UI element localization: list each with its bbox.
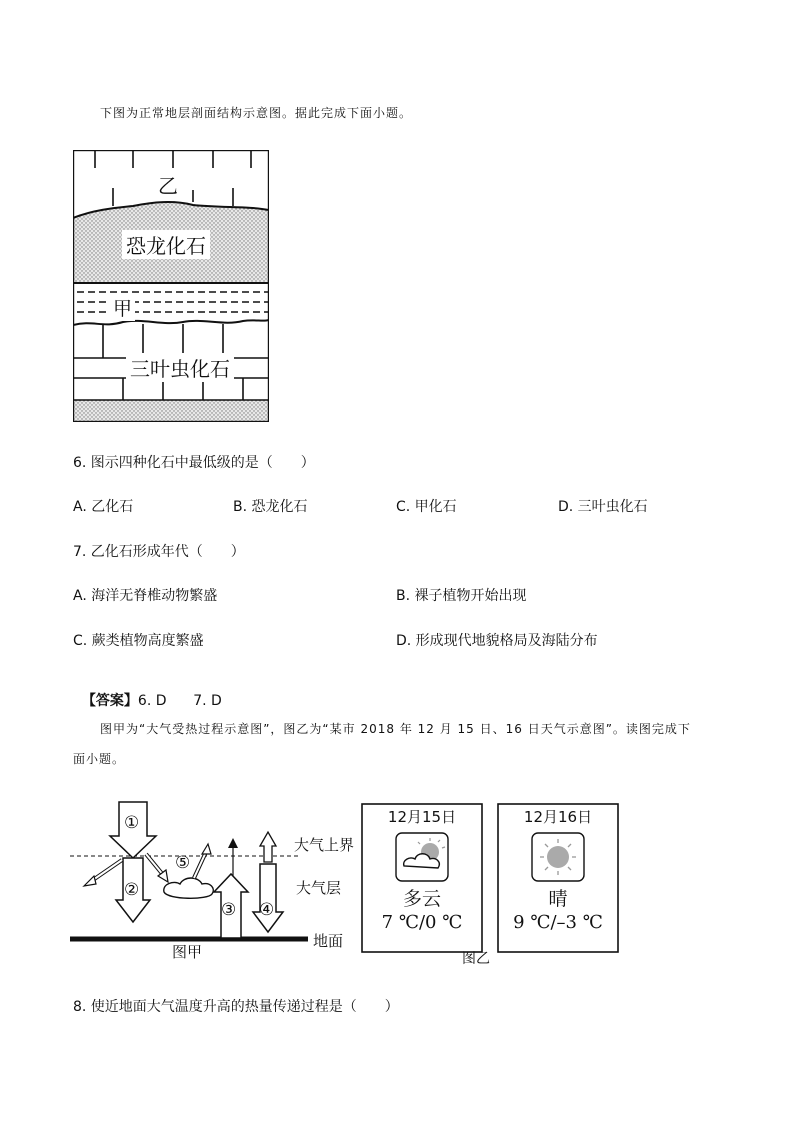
caption-fig-yi: 图乙 (462, 951, 490, 967)
answer (73, 674, 222, 710)
day1-weather: 多云 (402, 888, 441, 910)
day1-temp: 7 ℃/0 ℃ (381, 912, 463, 933)
label-atmos-layer: 大气层 (296, 879, 342, 897)
q7-option-d: D. 形成现代地貌格局及海陆分布 (396, 633, 598, 649)
arrow-label-3: ③ (221, 900, 237, 920)
q6-option-b: B. 恐龙化石 (233, 499, 308, 515)
label-ground: 地面 (313, 932, 344, 950)
arrow-label-1: ① (124, 813, 140, 833)
q8-stem: 8. 使近地面大气温度升高的热量传递过程是（ ） (73, 999, 399, 1015)
q7-option-c: C. 蕨类植物高度繁盛 (73, 633, 204, 649)
q6-stem: 6. 图示四种化石中最低级的是（ ） (73, 455, 315, 471)
caption-fig-jia: 图甲 (172, 943, 203, 961)
answer-label: 【答案】 (81, 693, 138, 709)
day1-date: 12月15日 (387, 808, 457, 826)
q7-option-a: A. 海洋无脊椎动物繁盛 (73, 588, 218, 604)
arrow-label-2: ② (124, 880, 140, 900)
q6-option-d: D. 三叶虫化石 (558, 499, 648, 515)
partly-cloudy-icon (396, 833, 448, 881)
sunny-icon (532, 833, 584, 881)
intro-text-1: 下图为正常地层剖面结构示意图。据此完成下面小题。 (100, 106, 413, 120)
layer-label-trilobite: 三叶虫化石 (126, 353, 234, 382)
intro-text-2-line2: 面小题。 (73, 752, 126, 766)
day2-temp: 9 ℃/–3 ℃ (513, 912, 603, 933)
q7-stem: 7. 乙化石形成年代（ ） (73, 544, 245, 560)
layer-label-jia: 甲 (110, 294, 135, 321)
layer-label-yi: 乙 (156, 170, 180, 199)
day2-weather: 晴 (548, 888, 568, 910)
day2-date: 12月16日 (523, 808, 593, 826)
arrow-label-5: ⑤ (175, 853, 191, 873)
label-atmos-top: 大气上界 (294, 836, 355, 854)
q6-option-c: C. 甲化石 (396, 499, 457, 515)
q7-option-b: B. 裸子植物开始出现 (396, 588, 527, 604)
layer-label-dino: 恐龙化石 (122, 230, 210, 259)
q6-option-a: A. 乙化石 (73, 499, 134, 515)
intro-text-2-line1: 图甲为“大气受热过程示意图”，图乙为“某市 2018 年 12 月 15 日、16 日天气示意图”。读图完成下 (100, 722, 691, 736)
answer-text: 6. D 7. D (137, 693, 222, 709)
arrow-label-4: ④ (259, 900, 275, 920)
